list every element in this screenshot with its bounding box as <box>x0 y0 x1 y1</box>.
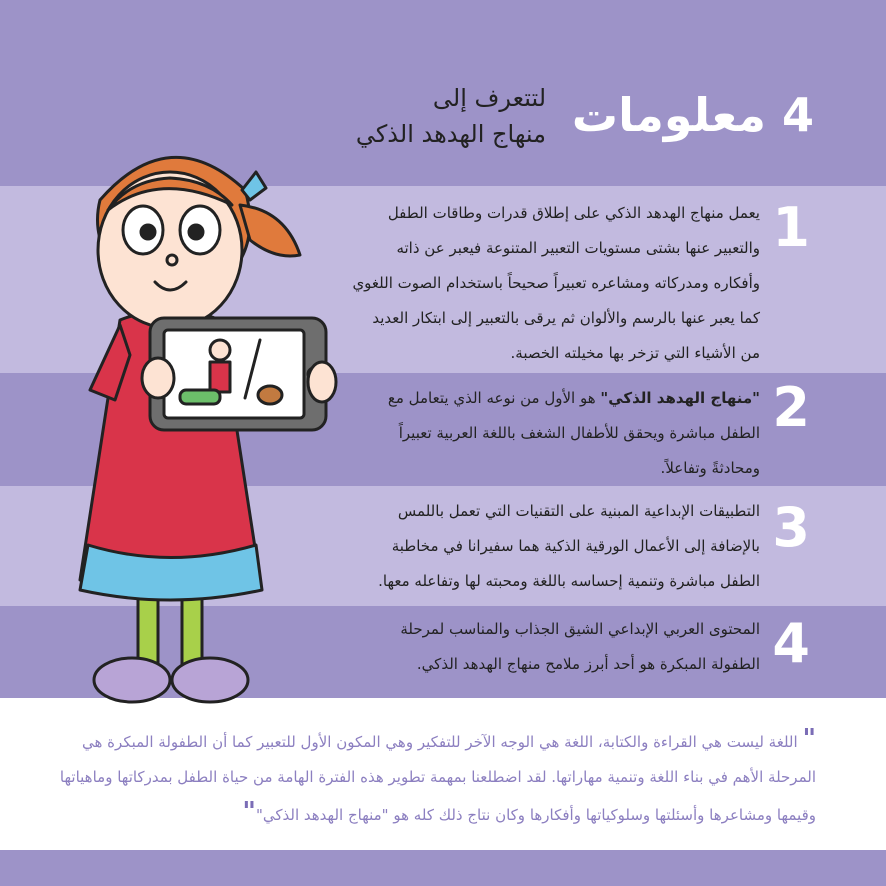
point-text-2 <box>350 381 760 486</box>
point-text-4: المحتوى العربي الإبداعي الشيق الجذاب والمناسب لمرحلة الطفولة المبكرة هو أحد أبرز ملامح منهاج الهدهد الذكي. <box>400 620 760 673</box>
right-shoe <box>172 658 248 702</box>
left-pupil <box>141 225 155 239</box>
ponytail <box>240 205 300 256</box>
subtitle-line-2: منهاج الهدهد الذكي <box>355 120 546 148</box>
footer-band <box>0 850 886 886</box>
point-2-rest: هو الأول من نوعه الذي يتعامل مع الطفل مباشرة ويحقق للأطفال الشغف باللغة العربية تعبيراً ومحادثةً وتفاعلاً. <box>387 389 760 477</box>
left-hand <box>142 358 174 398</box>
screen-vacuum <box>180 390 220 404</box>
nose <box>167 255 177 265</box>
point-number-3: 3 <box>772 496 810 559</box>
screen-dog <box>258 386 282 404</box>
right-pupil <box>189 225 203 239</box>
page-title: 4 معلومات <box>571 88 814 142</box>
left-shoe <box>94 658 170 702</box>
girl-with-tablet-illustration <box>60 150 350 720</box>
quote-open-mark: " <box>802 724 816 754</box>
point-2-highlight: "منهاج الهدهد الذكي" <box>600 389 760 407</box>
point-number-1: 1 <box>772 196 810 259</box>
quote-block <box>52 722 816 833</box>
quote-text: اللغة ليست هي القراءة والكتابة، اللغة هي الوجه الآخر للتفكير وهي المكون الأول للتعبير كما أن الطفولة المبكرة هي المرحلة الأهم في بناء اللغة وتنمية مهاراتها. لقد اضطلعنا بمهمة تطوير هذه الفترة الهامة من حياة الطفل بمدركاتها وماهياتها وقيمها ومشاعرها وأسئلتها وسلوكياتها وأفكارها وكان نتاج ذلك كله هو "منهاج الهدهد الذكي" <box>59 733 816 824</box>
hair-bow <box>242 172 266 200</box>
point-number-4: 4 <box>772 612 810 675</box>
screen-girl-head <box>210 340 230 360</box>
right-hand <box>308 362 336 402</box>
point-text-1: يعمل منهاج الهدهد الذكي على إطلاق قدرات وطاقات الطفل والتعبير عنها بشتى مستويات التعبير المتنوعة فيعبر عن ذاته وأفكاره ومدركاته ومشاعره تعبيراً صحيحاً باستخدام الصوت اللغوي كما يعبر عنها بالرسم والألوان ثم يرقى بالتعبير إلى ابتكار العديد من الأشياء التي تزخر بها مخيلته الخصبة. <box>352 204 760 362</box>
quote-close-mark: " <box>242 797 256 827</box>
point-number-2: 2 <box>772 376 810 439</box>
page-subtitle <box>356 80 546 152</box>
point-text-3: التطبيقات الإبداعية المبنية على التقنيات التي تعمل باللمس بالإضافة إلى الأعمال الورقية الذكية هما سفيرانا في مخاطبة الطفل مباشرة وتنمية إحساسه باللغة ومحبته لها وتفاعله معها. <box>378 502 760 590</box>
screen-girl-dress <box>210 362 230 392</box>
subtitle-line-1: لتتعرف إلى <box>432 84 546 112</box>
